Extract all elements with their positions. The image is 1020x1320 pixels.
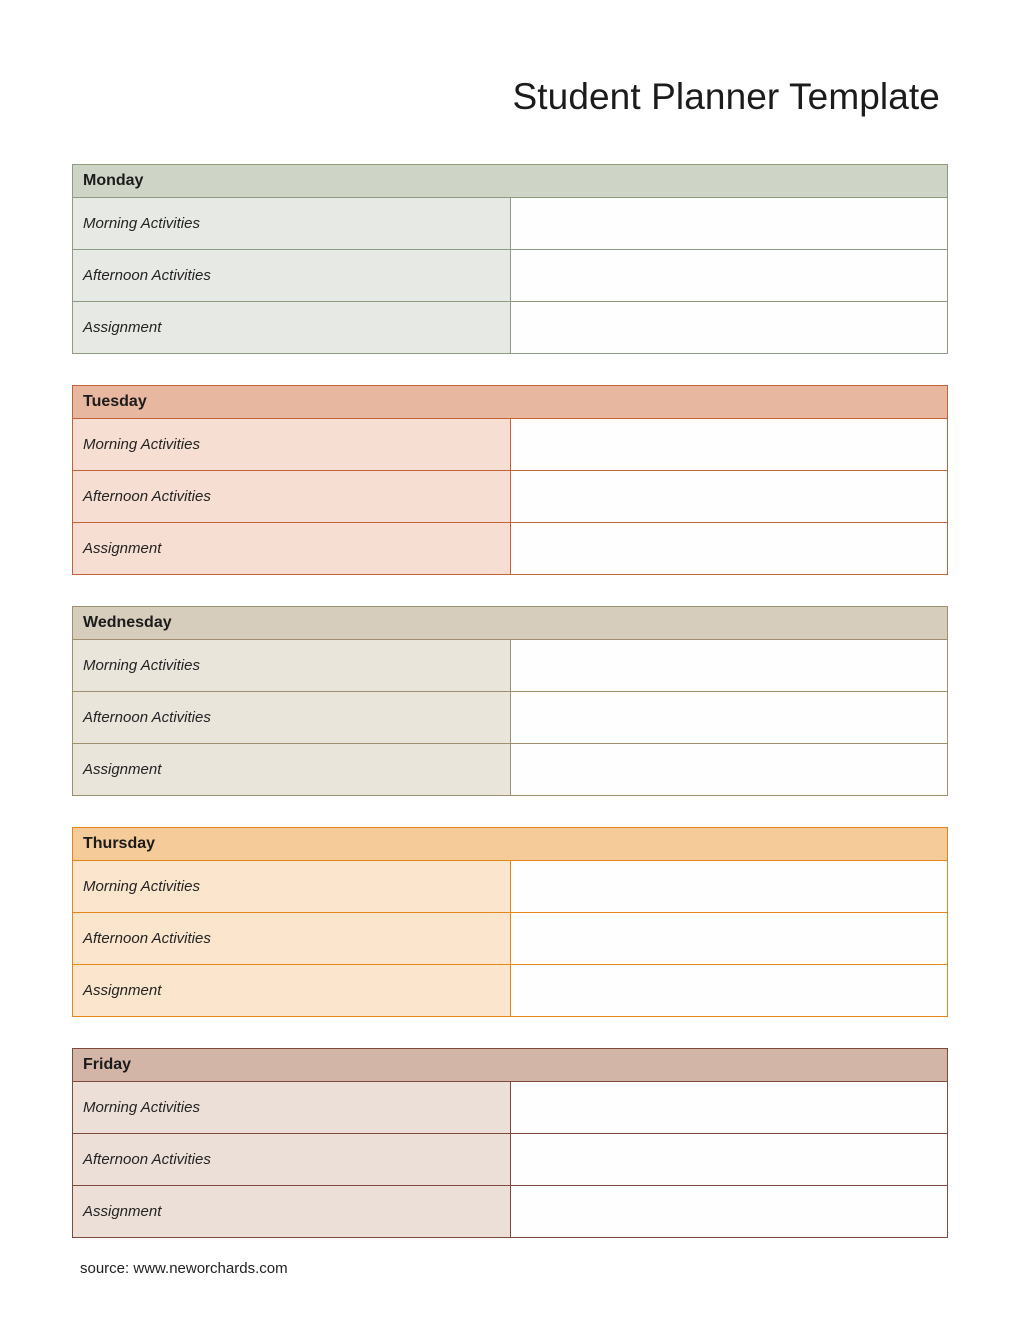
day-table-thursday: [72, 827, 948, 1017]
row-label-morning: Morning Activities: [73, 861, 511, 913]
day-table-wednesday: [72, 606, 948, 796]
table-row: [73, 861, 948, 913]
entry-field-afternoon[interactable]: [510, 692, 948, 744]
row-label-morning: Morning Activities: [73, 419, 511, 471]
row-label-afternoon: Afternoon Activities: [73, 250, 511, 302]
row-label-assignment: Assignment: [73, 965, 511, 1017]
table-row: [73, 640, 948, 692]
row-label-assignment: Assignment: [73, 744, 511, 796]
day-name-thursday: Thursday: [73, 828, 948, 861]
row-label-assignment: Assignment: [73, 523, 511, 575]
planner-body: [0, 164, 1020, 1238]
day-header-row: [73, 607, 948, 640]
table-row: [73, 913, 948, 965]
table-row: [73, 419, 948, 471]
entry-field-morning[interactable]: [510, 1082, 948, 1134]
page-title: Student Planner Template: [512, 75, 940, 117]
entry-field-morning[interactable]: [510, 419, 948, 471]
day-name-tuesday: Tuesday: [73, 386, 948, 419]
table-row: [73, 744, 948, 796]
entry-field-assignment[interactable]: [510, 302, 948, 354]
entry-field-afternoon[interactable]: [510, 250, 948, 302]
row-label-morning: Morning Activities: [73, 640, 511, 692]
day-header-row: [73, 1049, 948, 1082]
table-row: [73, 250, 948, 302]
day-table-friday: [72, 1048, 948, 1238]
row-label-afternoon: Afternoon Activities: [73, 692, 511, 744]
row-label-assignment: Assignment: [73, 302, 511, 354]
entry-field-afternoon[interactable]: [510, 471, 948, 523]
day-table-tuesday: [72, 385, 948, 575]
row-label-morning: Morning Activities: [73, 1082, 511, 1134]
day-name-friday: Friday: [73, 1049, 948, 1082]
table-row: [73, 965, 948, 1017]
row-label-morning: Morning Activities: [73, 198, 511, 250]
table-row: [73, 1134, 948, 1186]
day-section-tuesday: [72, 385, 948, 575]
row-label-afternoon: Afternoon Activities: [73, 913, 511, 965]
day-table-monday: [72, 164, 948, 354]
source-attribution: source: www.neworchards.com: [80, 1260, 288, 1278]
day-header-row: [73, 828, 948, 861]
title-area: [0, 0, 1020, 142]
table-row: [73, 692, 948, 744]
day-section-wednesday: [72, 606, 948, 796]
entry-field-afternoon[interactable]: [510, 913, 948, 965]
day-name-wednesday: Wednesday: [73, 607, 948, 640]
row-label-assignment: Assignment: [73, 1186, 511, 1238]
row-label-afternoon: Afternoon Activities: [73, 1134, 511, 1186]
entry-field-morning[interactable]: [510, 861, 948, 913]
entry-field-morning[interactable]: [510, 640, 948, 692]
day-header-row: [73, 165, 948, 198]
table-row: [73, 1082, 948, 1134]
entry-field-assignment[interactable]: [510, 523, 948, 575]
entry-field-assignment[interactable]: [510, 965, 948, 1017]
day-header-row: [73, 386, 948, 419]
table-row: [73, 1186, 948, 1238]
entry-field-assignment[interactable]: [510, 744, 948, 796]
entry-field-assignment[interactable]: [510, 1186, 948, 1238]
day-name-monday: Monday: [73, 165, 948, 198]
day-section-monday: [72, 164, 948, 354]
day-section-friday: [72, 1048, 948, 1238]
day-section-thursday: [72, 827, 948, 1017]
row-label-afternoon: Afternoon Activities: [73, 471, 511, 523]
table-row: [73, 523, 948, 575]
entry-field-afternoon[interactable]: [510, 1134, 948, 1186]
entry-field-morning[interactable]: [510, 198, 948, 250]
table-row: [73, 198, 948, 250]
table-row: [73, 302, 948, 354]
table-row: [73, 471, 948, 523]
